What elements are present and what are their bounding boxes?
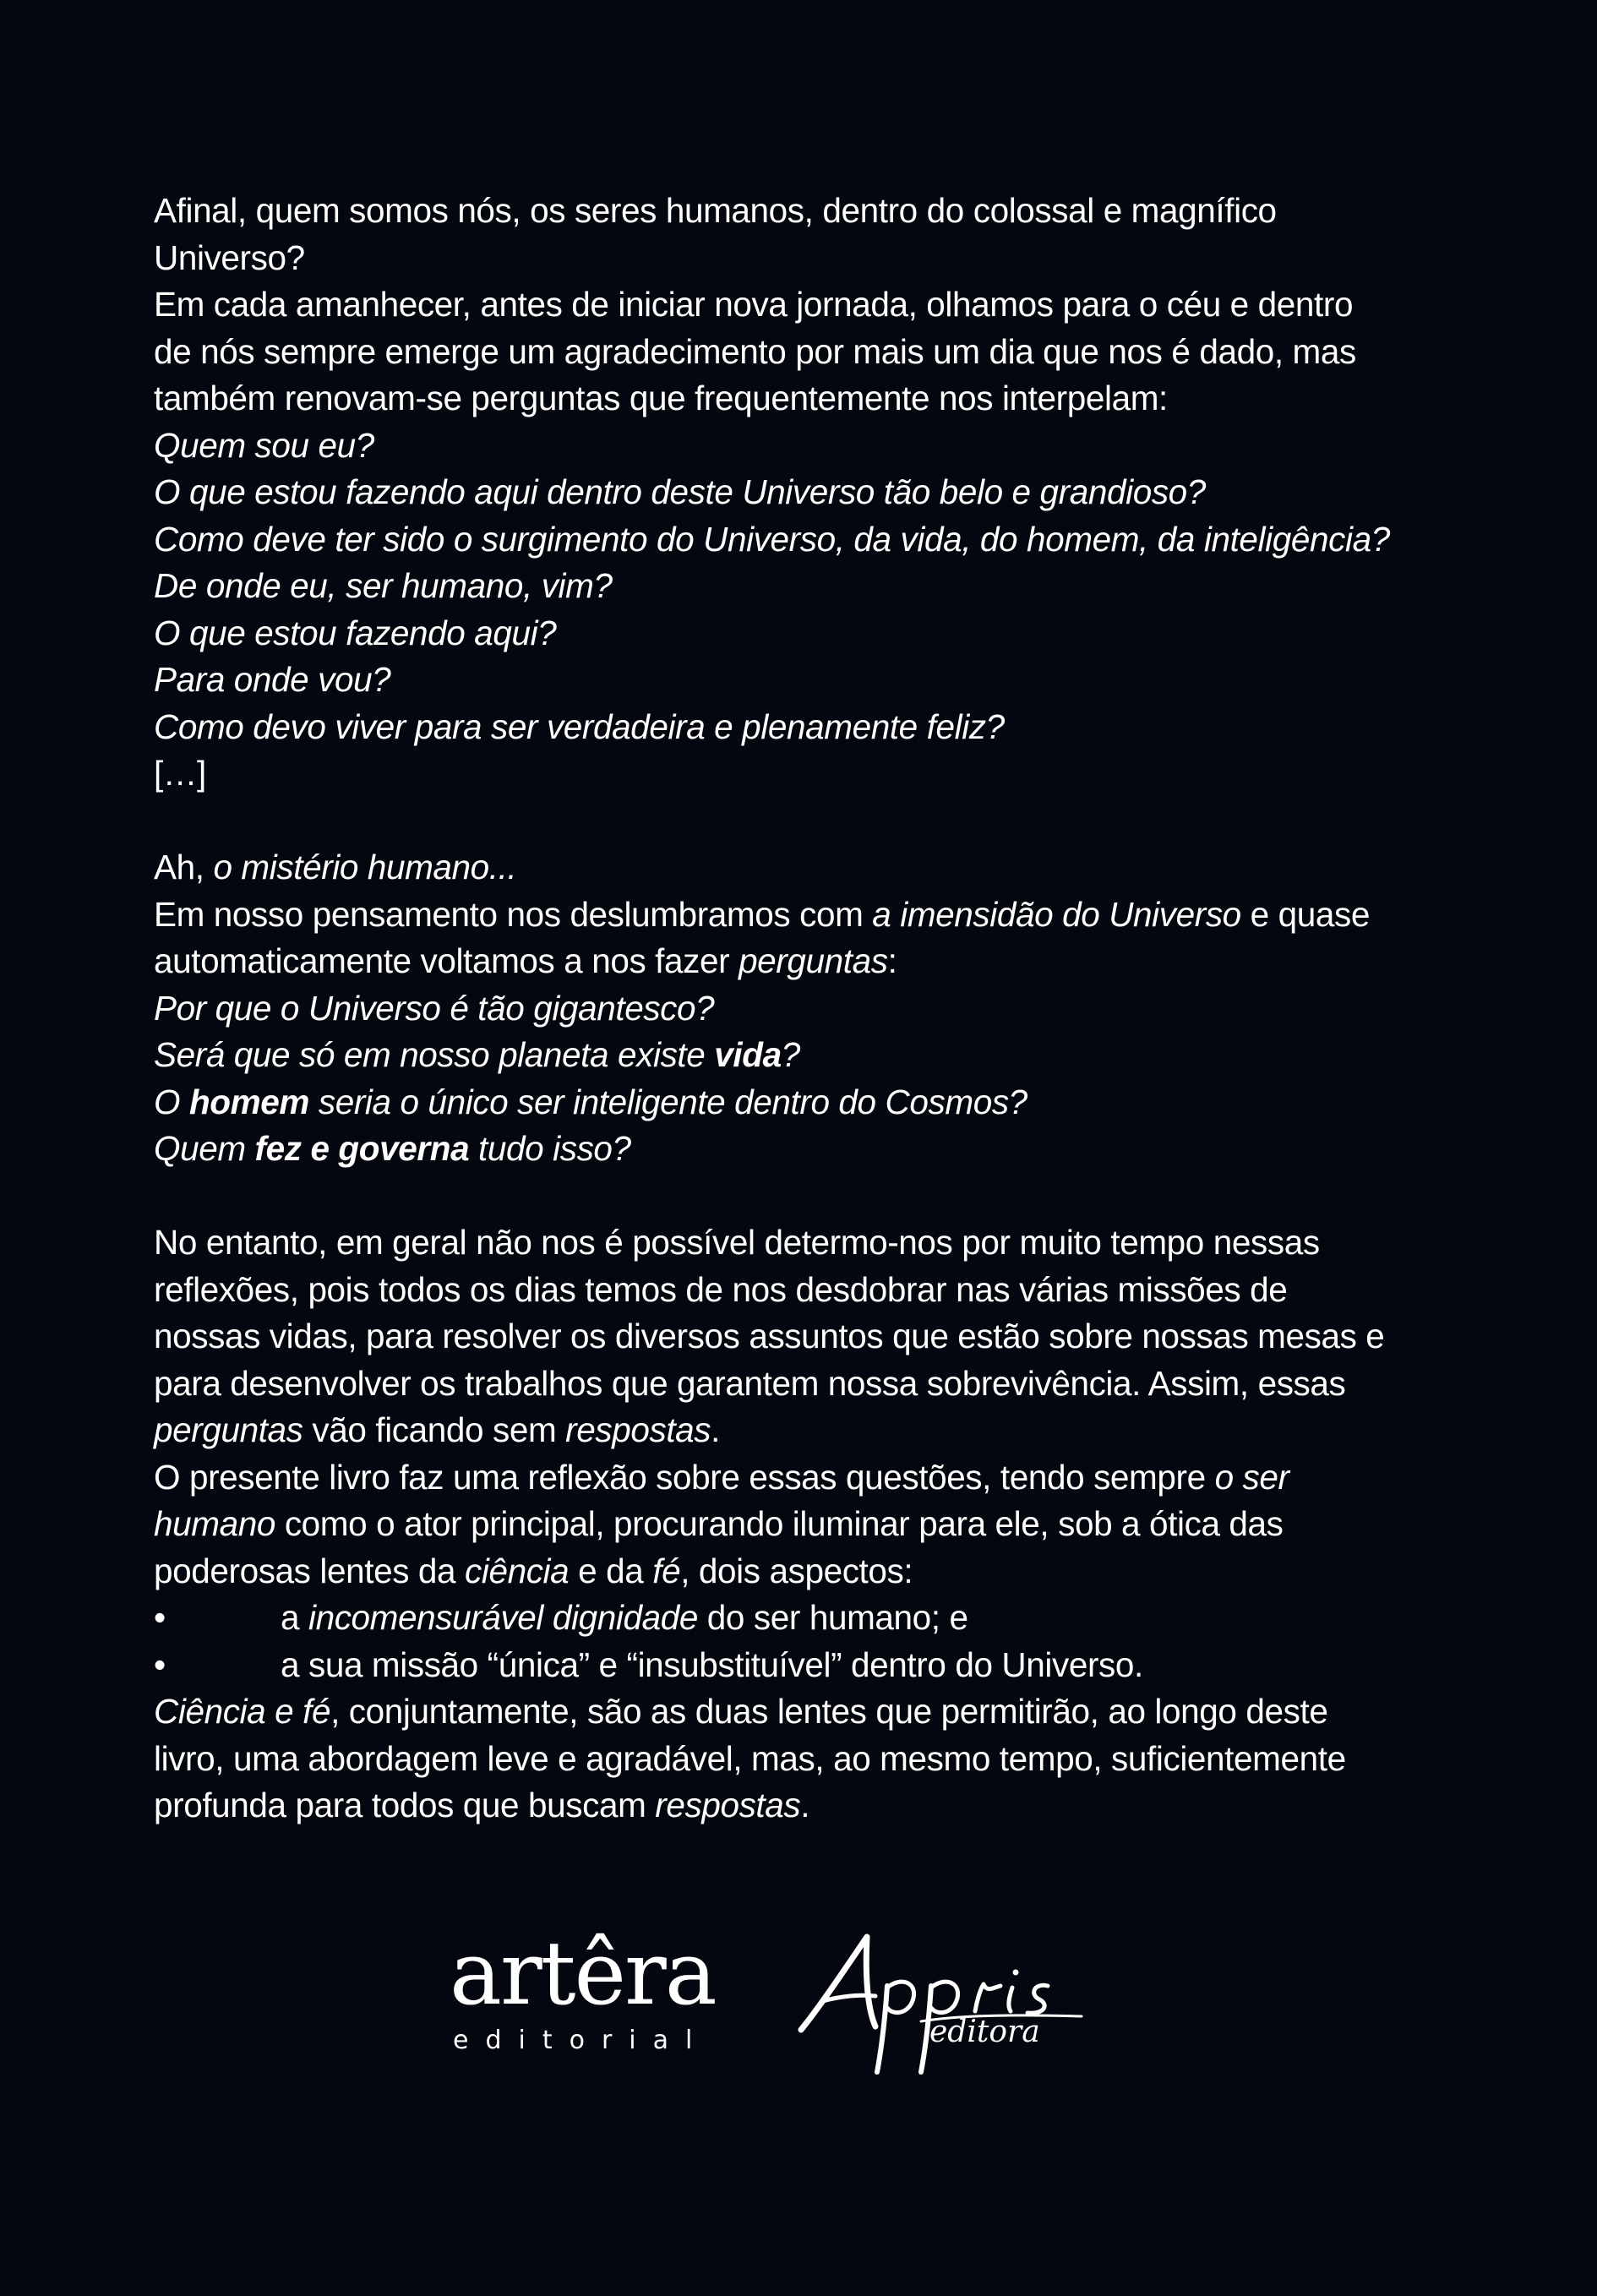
text-line: nossas vidas, para resolver os diversos assuntos que estão sobre nossas mesas e [154,1317,1385,1355]
text-line: Afinal, quem somos nós, os seres humanos, dentro do colossal e magnífico [154,191,1277,230]
text-line: para desenvolver os trabalhos que garantem nossa sobrevivência. Assim, essas [154,1363,1346,1403]
text-line: livro, uma abordagem leve e agradável, mas, ao mesmo tempo, suficientemente [154,1738,1346,1778]
paragraph-gap [154,1173,1455,1220]
question-line: Por que o Universo é tão gigantesco? [154,988,715,1028]
back-cover-text [154,188,1455,1830]
text-line: Em cada amanhecer, antes de iniciar nova jornada, olhamos para o céu e dentro [154,285,1354,324]
bullet-item: • a sua missão “única” e “insubstituível” dentro do Universo. [154,1642,1455,1689]
question-line: De onde eu, ser humano, vim? [154,566,613,605]
artera-editorial-logo [439,1922,760,2070]
text-line: Universo? [154,237,305,277]
text-line: reflexões, pois todos os dias temos de nos desdobrar nas várias missões de [154,1269,1288,1309]
artera-logo-subtitle: editorial [453,2026,710,2055]
question-line: O que estou fazendo aqui? [154,613,557,652]
question-line: Quem fez e governa tudo isso? [154,1129,631,1168]
artera-logo-wordmark: artêra [450,1922,716,2025]
text-line: também renovam-se perguntas que frequentemente nos interpelam: [154,379,1168,417]
question-line: Como devo viver para ser verdadeira e plenamente feliz? [154,706,1005,746]
question-line: Será que só em nosso planeta existe vida? [154,1035,800,1074]
text-line: humano como o ator principal, procurando iluminar para ele, sob a ótica das [154,1504,1284,1543]
text-line: automaticamente voltamos a nos fazer perguntas: [154,941,897,980]
appris-logo-subtitle: editora [929,2015,1040,2049]
text-line: No entanto, em geral não nos é possível determo-nos por muito tempo nessas [154,1223,1320,1262]
question-line: Como deve ter sido o surgimento do Universo, da vida, do homem, da inteligência? [154,519,1390,559]
publisher-logos [439,1922,1115,2079]
question-line: Para onde vou? [154,660,391,699]
appris-editora-logo [794,1927,1098,2079]
text-line: poderosas lentes da ciência e da fé, dois aspectos: [154,1551,913,1590]
appris-script-wordmark-icon [794,1927,1098,2079]
question-line: O que estou fazendo aqui dentro deste Universo tão belo e grandioso? [154,472,1206,511]
text-line: Ah, o mistério humano... [154,848,517,886]
bullet-marker: • [154,1644,166,1684]
text-line: O presente livro faz uma reflexão sobre essas questões, tendo sempre o ser [154,1457,1289,1497]
question-line: O homem seria o único ser inteligente dentro do Cosmos? [154,1082,1027,1121]
bullet-marker: • [154,1598,166,1637]
text-line: perguntas vão ficando sem respostas. [154,1410,721,1449]
text-line: profunda para todos que buscam respostas. [154,1786,810,1824]
text-line: de nós sempre emerge um agradecimento por mais um dia que nos é dado, mas [154,331,1356,371]
question-line: Quem sou eu? [154,425,374,465]
bullet-item: • a incomensurável dignidade do ser humano; e [154,1595,1455,1642]
ellipsis-line: […] [154,754,206,793]
text-line: Ciência e fé, conjuntamente, são as duas lentes que permitirão, ao longo deste [154,1692,1328,1731]
text-line: Em nosso pensamento nos deslumbramos com a imensidão do Universo e quase [154,894,1370,934]
paragraph-gap [154,798,1455,845]
